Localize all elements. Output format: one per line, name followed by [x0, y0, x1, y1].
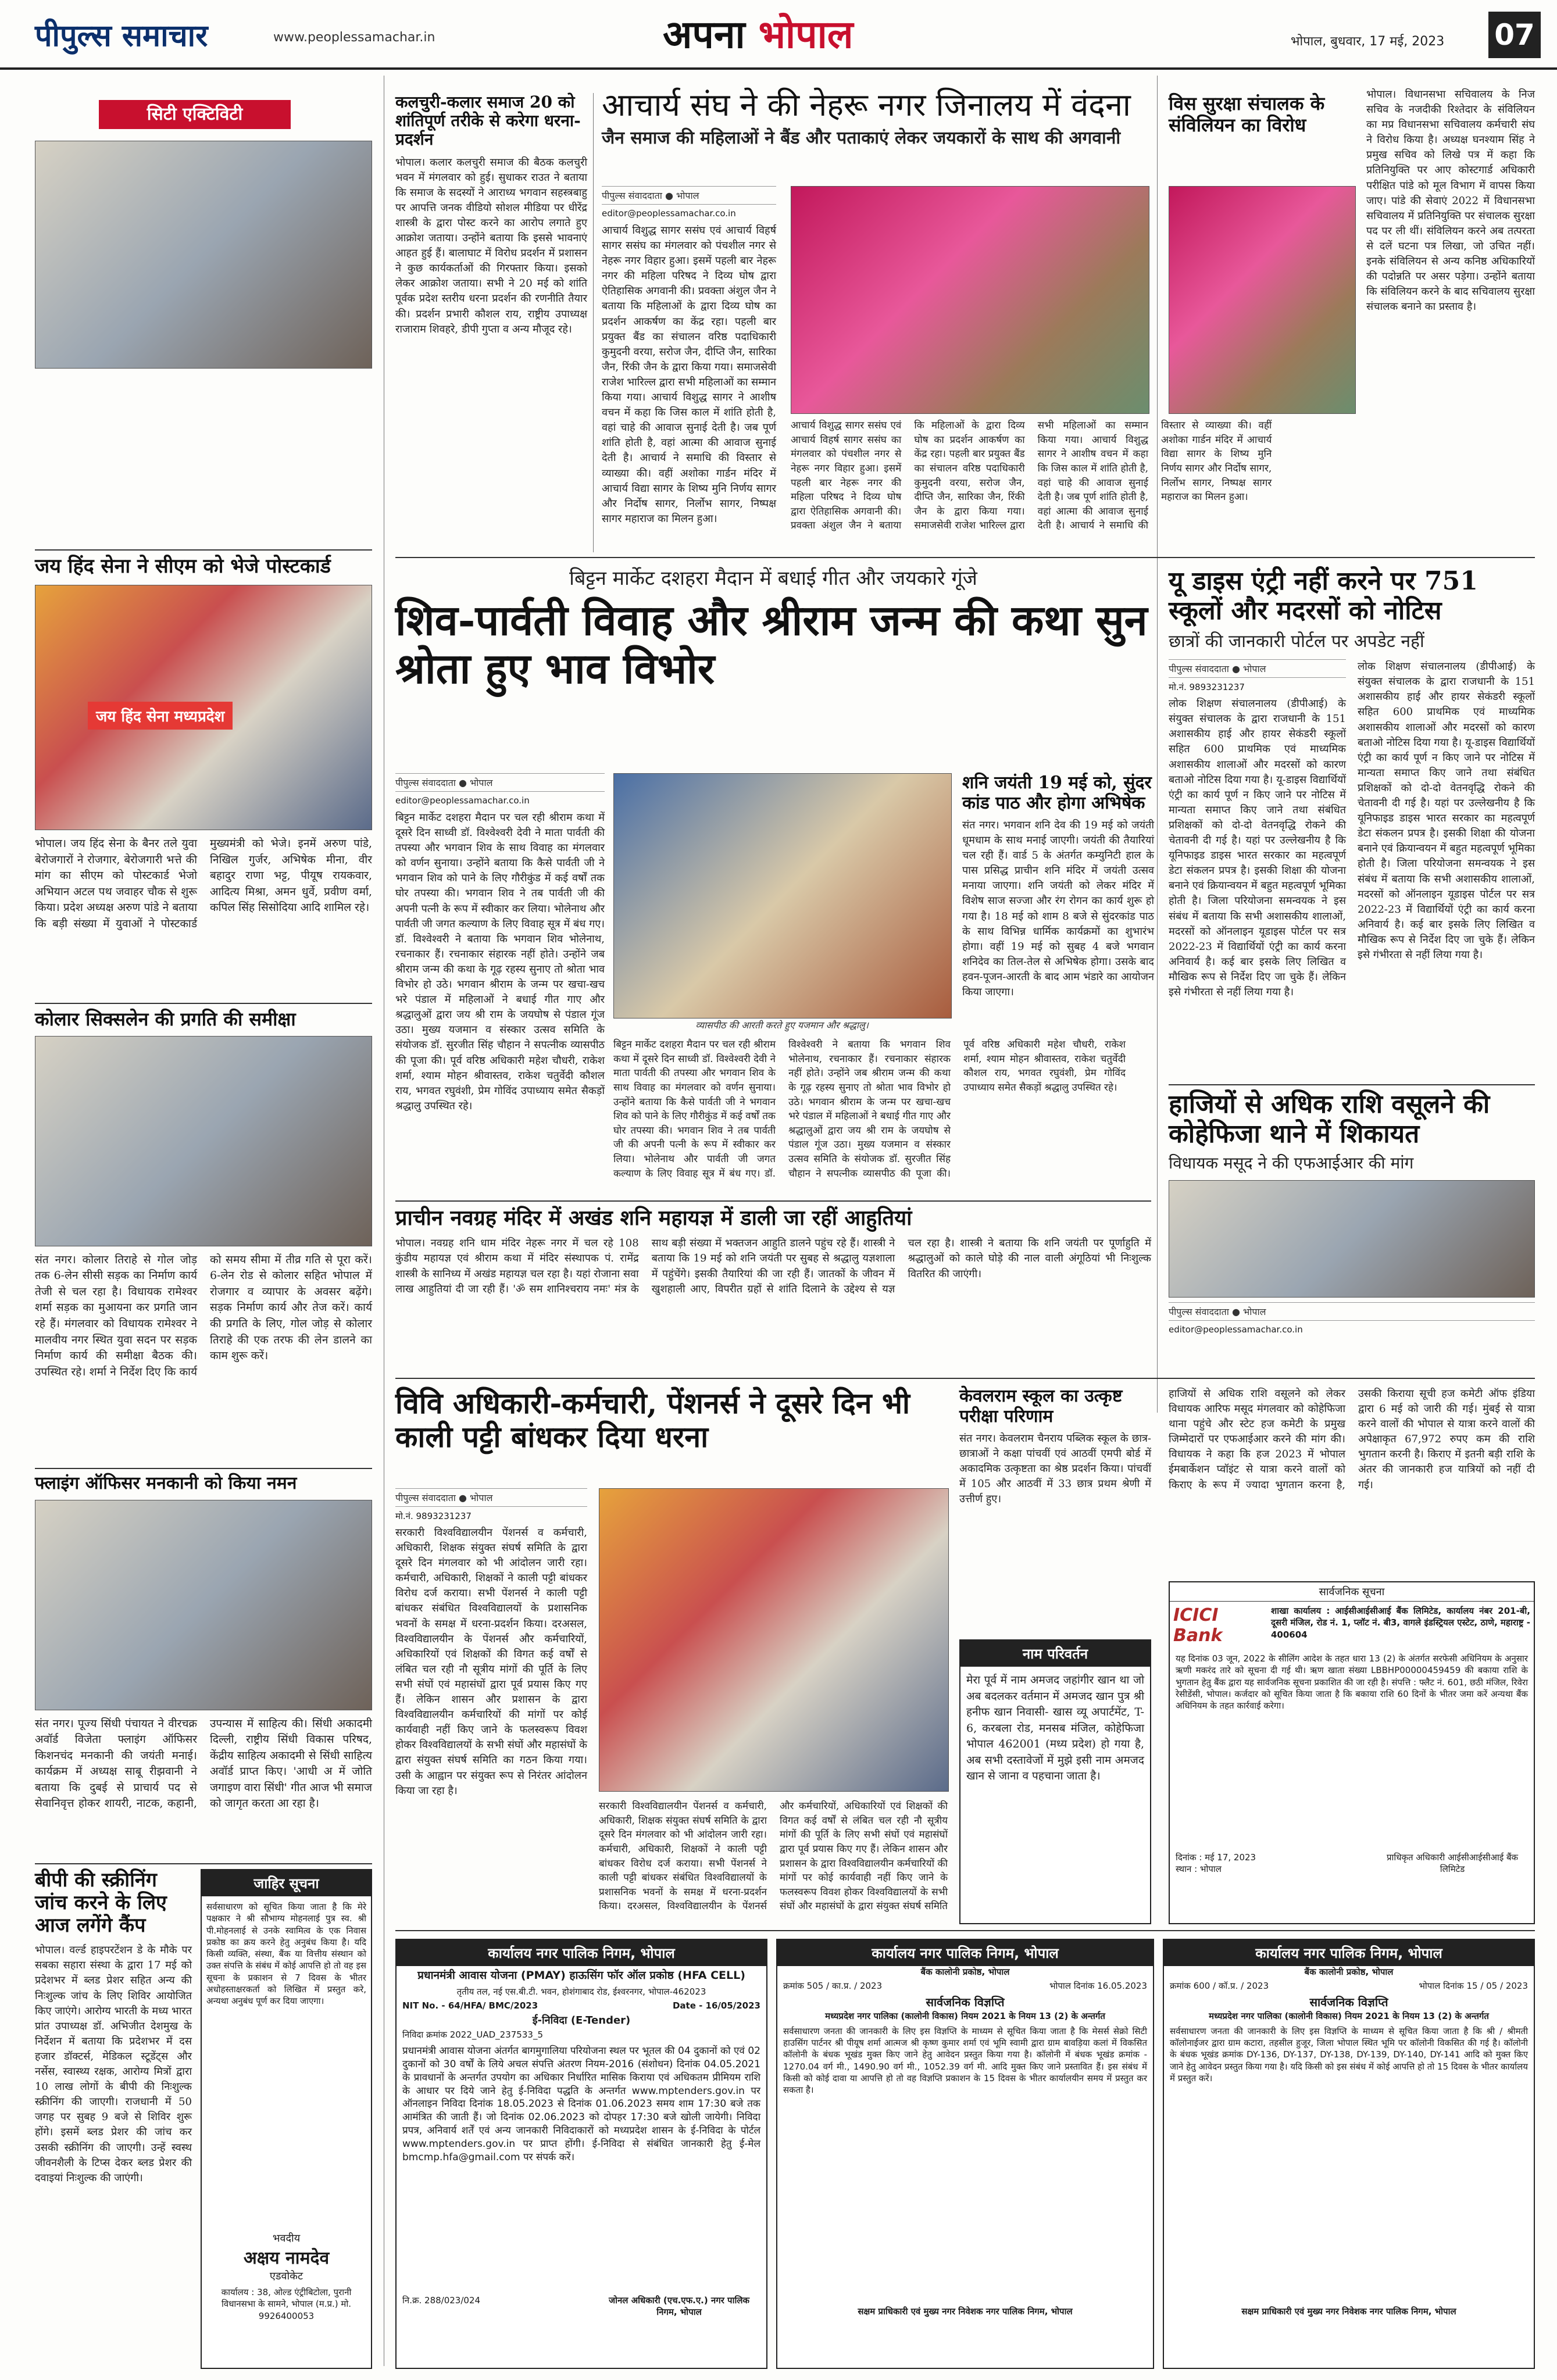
haji-headline: हाजियों से अधिक राशि वसूलने की कोहेफिजा थाने में शिकायत: [1169, 1089, 1490, 1149]
shiv-email[interactable]: editor@peoplessamachar.co.in: [395, 795, 530, 806]
site-url[interactable]: www.peoplessamachar.in: [273, 30, 435, 45]
jaihind-photo: [35, 585, 372, 830]
kolar-photo: [35, 1036, 372, 1246]
shiv-text-block: [395, 773, 605, 1186]
vivi-photo: [599, 1488, 949, 1792]
haji-body: हाजियों से अधिक राशि वसूलने को लेकर विधायक आरिफ मसूद मंगलवार को कोहेफिजा थाना पहुंचे और स्टेट हज कमेटी के प्रमुख जिम्मेदारों पर एफआईआर करने की मांग की। विधायक ने कहा कि हज 2023 में भोपाल ईमबार्केशन प्वॉइंट से यात्रा करने वालों को किराए के रूप में ज्यादा भुगतान करना है, उसकी किराया सूची हज कमेटी ऑफ इंडिया द्वारा 6 मई को जारी की गई। मुंबई से यात्रा करने वालों की भोपाल से यात्रा करने वालों की अपेक्षाकृत 67,972 रुपए कम की राशि भुगतान करनी है। किराए में इतनी बड़ी राशि के अंतर की जानकारी हज यात्रियों को नहीं दी गई।: [1169, 1388, 1535, 1491]
nagar1-body: प्रधानमंत्री आवास योजना अंतर्गत बागमुगालिया परियोजना स्थल पर भूतल की 04 दुकानों को एवं 02 दुकानों को 30 वर्षों के लिये अचल संपत्ति अंतरण नियम-2016 (संशोधन) दिनांक 04.05.2021 के प्रावधानों के अन्तर्गत उपयोग का अधिकार निर्धारित मासिक किराया एवं अधिकतम प्रीमियम राशि के आधार पर दिये जाने हेतु ई-निविदा पद्धति के अन्तर्गत www.mptenders.gov.in पर ऑनलाइन निविदा दिनांक 18.05.2023 से दिनांक 01.06.2023 समय शाम 17:30 बजे तक आमंत्रित की जाती हैं। जो दिनांक 02.06.2023 को दोपहर 17:30 बजे खोली जायेगी। निविदा प्रपत्र, अनिवार्य शर्तें एवं अन्य जानकारी निविदाकारों को मध्यप्रदेश शासन के ई-निविदा के पोर्टल www.mptenders.gov.in पर प्राप्त होंगी। ई-निविदा से संबंधित जानकारी हेतु ई-मेल bmcmp.hfa@gmail.com पर संपर्क करें।: [402, 2045, 760, 2164]
jahir-name: अक्षय नामदेव: [243, 2248, 330, 2268]
udise-subhead: छात्रों की जानकारी पोर्टल पर अपडेट नहीं: [1169, 631, 1424, 652]
naam-notice-body: मेरा पूर्व में नाम अमजद जहांगीर खान था जो अब बदलकर वर्तमान में अमजद खान पुत्र श्री हनीफ खान निवासी- खास व्यू अपार्टमेंट, T-6, करबला रोड, मनसब मंजिल, कोहेफिजा भोपाल 462001 (मध्य प्रदेश) हो गया है, अब सभी दस्तावेजों में मुझे इसी नाम अमजद खान से जाना व पहचाना जाता है।: [966, 1674, 1144, 1783]
flying-body: संत नगर। पूज्य सिंधी पंचायत ने वीरचक्र अवॉर्ड विजेता फ्लाइंग ऑफिसर किशनचंद मनकानी की जयंती मनाई। कार्यक्रम में अध्यक्ष साबू रीझवानी ने बताया कि दुबई से प्राचार्य पद से सेवानिवृत्त होकर शायरी, नाटक, कहानी, उपन्यास में साहित्य की। सिंधी अकादमी दिल्ली, राष्ट्रीय सिंधी विकास परिषद, केंद्रीय साहित्य अकादमी से सिंधी साहित्य अवॉर्ड प्राप्त किए। 'आधी अ में जोति जगाइण वारा सिंधी' गीत आज भी समाज को जागृत करता आ रहा है।: [35, 1717, 372, 1810]
navgrah-story: [395, 1206, 1151, 1372]
postcard-banner: जय हिंद सेना मध्यप्रदेश: [88, 702, 233, 730]
udise-story: [1169, 567, 1535, 1078]
bda-photo: [35, 141, 372, 369]
udise-byline: पीपुल्स संवाददाता ● भोपाल: [1169, 659, 1346, 678]
shiv-body-continued: [613, 1038, 1126, 1195]
nagar1-etender: ई-निविदा (E-Tender): [532, 2014, 631, 2027]
naam-notice-head: नाम परिवर्तन: [960, 1641, 1150, 1667]
vivi-body-continued-text: सरकारी विश्वविद्यालयीन पेंशनर्स व कर्मचारी, अधिकारी, शिक्षक संयुक्त संघर्ष समिति के द्वारा दूसरे दिन मंगलवार को भी आंदोलन जारी रहा। कर्मचारी, अधिकारी, शिक्षकों ने काली पट्टी बांधकर विरोध दर्ज कराया। सभी पेंशनर्स ने काली पट्टी बांधकर संबंधित विश्वविद्यालयों के प्रशासनिक भवनों के समक्ष में धरना-प्रदर्शन किया। दरअसल, विश्वविद्यालयीन के पेंशनर्स और कर्मचारियों, अधिकारियों एवं शिक्षकों की विगत कई वर्षों से लंबित चल रही नौ सूत्रीय मांगों की पूर्ति के लिए सभी संघों एवं महासंघों द्वारा पूर्व प्रयास किए गए हैं। लेकिन शासन और प्रशासन के द्वारा विश्वविद्यालयीन कर्मचारियों की मांगों पर कोई कार्यवाही नहीं किए जाने के फलस्वरूप विवश होकर विश्वविद्यालयों के सभी संघों और महासंघों के द्वारा संयुक्त संघर्ष समिति: [599, 1800, 948, 1913]
haji-body-block: [1169, 1386, 1535, 1573]
nagar2-notice: [776, 1939, 1154, 2369]
jaihind-story: [35, 555, 372, 997]
flying-story: [35, 1474, 372, 1857]
jahir-sign-label: भवदीय: [272, 2232, 301, 2245]
jaihind-headline: जय हिंद सेना ने सीएम को भेजे पोस्टकार्ड: [35, 555, 331, 578]
jahir-notice-body: सर्वसाधारण को सूचित किया जाता है कि मेरे पक्षकार ने श्री सौभाग्य मोहनलाई पुत्र स्व. श्री पी.मोहनलाई से उनके स्वामित्व के एक निवास प्रकोष्ठ का क्रय करने हेतु अनुबंध किया है। यदि किसी व्यक्ति, संस्था, बैंक या वित्तीय संस्थान को उक्त संपत्ति के संबंध में कोई आपत्ति हो तो वह इस सूचना के प्रकाशन से 7 दिवस के भीतर अधोहस्ताक्षरकर्ता को लिखित में प्रस्तुत करे, अन्यथा अनुबंध पूर्ण कर दिया जाएगा।: [206, 1902, 366, 2006]
vivi-body: सरकारी विश्वविद्यालयीन पेंशनर्स व कर्मचारी, अधिकारी, शिक्षक संयुक्त संघर्ष समिति के द्वारा दूसरे दिन मंगलवार को भी आंदोलन जारी रहा। कर्मचारी, अधिकारी, शिक्षकों ने काली पट्टी बांधकर विरोध दर्ज कराया। सभी पेंशनर्स ने काली पट्टी बांधकर संबंधित विश्वविद्यालयों के प्रशासनिक भवनों के समक्ष में धरना-प्रदर्शन किया। दरअसल, विश्वविद्यालयीन के पेंशनर्स और कर्मचारियों, अधिकारियों एवं शिक्षकों की विगत कई वर्षों से लंबित चल रही नौ सूत्रीय मांगों की पूर्ति के लिए सभी संघों एवं महासंघों द्वारा पूर्व प्रयास किए गए हैं। लेकिन शासन और प्रशासन के द्वारा विश्वविद्यालयीन कर्मचारियों की मांगों पर कोई कार्यवाही नहीं किए जाने के फलस्वरूप विवश होकर विश्वविद्यालयों के सभी संघों और महासंघों के द्वारा संयुक्त संघर्ष समिति का गठन किया गया। उसी के आह्वान पर संयुक्त रूप से निरंतर आंदोलन किया जा रहा है।: [395, 1527, 587, 1797]
nagar3-date: भोपाल दिनांक 15 / 05 / 2023: [1419, 1981, 1528, 1992]
section-rule: [35, 1468, 372, 1469]
nagar2-body: सर्वसाधारण जनता की जानकारी के लिए इस विज्ञप्ति के माध्यम से सूचित किया जाता है कि मेसर्स सेक्रो सिटी हाउसिंग पार्टनर श्री पीयूष शर्मा आत्मज श्री कृष्ण कुमार शर्मा एवं भूमि स्वामी द्वारा ग्राम बावड़िया कलां में विकसित कॉलोनी के बंधक भूखंड मुक्त किए जाने हेतु आवेदन प्रस्तुत किया गया है। कॉलोनी में बंधक भूखंड क्रमांक - 1270.04 वर्ग मी., 1490.90 वर्ग मी., 1052.39 वर्ग मी. आदि मुक्त किए जाने प्रस्तावित हैं। इस संबंध में किसी को कोई दावा या आपत्ति हो तो वह विज्ञप्ति प्रकाशन के 15 दिवस के भीतर कार्यालयीन समय में प्रस्तुत कर सकता है।: [783, 2025, 1147, 2095]
nagar2-subtitle: मध्यप्रदेश नगर पालिका (कालोनी विकास) नियम 2021 के नियम 13 (2) के अन्तर्गत: [825, 2010, 1105, 2021]
vivi-text-block: [395, 1488, 587, 1924]
jahir-notice: [201, 1869, 372, 2369]
udise-phone: मो.नं. 9893231237: [1169, 682, 1245, 693]
icici-notice: [1169, 1581, 1535, 1924]
shiv-kicker: बिट्टन मार्केट दशहरा मैदान में बधाई गीत और जयकारे गूंजे: [569, 567, 977, 590]
bda-body: [35, 374, 372, 511]
shiv-headline: शिव-पार्वती विवाह और श्रीराम जन्म की कथा सुन श्रोता हुए भाव विभोर: [395, 595, 1148, 693]
section-rule: [395, 557, 1535, 558]
kalchuri-body: भोपाल। कलार कलचुरी समाज की बैठक कलचुरी भवन में मंगलवार को हुई। सुधाकर राउत ने बताया कि समाज के सदस्यों ने आराध्य भगवान सहस्त्रबाहु पर आपत्ति जनक वीडियो सोशल मीडिया पर धीरेंद्र शास्त्री के द्वारा पोस्ट करने का आरोप लगाते हुए आक्रोश जताया। उन्होंने बताया कि इससे भावनाएं आहत हुई हैं। बालाघाट में विरोध प्रदर्शन में प्रशासन ने कुछ कार्यकर्ताओं की गिरफ्तार किया। इसको लेकर आक्रोश जताया। सभी ने 20 मई को शांति पूर्वक प्रदेश स्तरीय धरना प्रदर्शन की रणनीति तैयार की। प्रदर्शन प्रभारी कौशल राय, राष्ट्रीय उपाध्यक्ष राजाराम शिवहरे, डीपी गुप्ता व अन्य मौजूद रहे।: [395, 156, 587, 335]
nagar1-date: Date - 16/05/2023: [672, 2000, 760, 2011]
nagar1-nit: NIT No. - 64/HFA/ BMC/2023: [402, 2000, 538, 2011]
kalchuri-story: [395, 93, 587, 552]
jahir-role: एडवोकेट: [269, 2270, 303, 2282]
nagar1-title: प्रधानमंत्री आवास योजना (PMAY) हाऊसिंग फॉर ऑल प्रकोष्ठ (HFA CELL): [417, 1969, 745, 1982]
nagar1-notice: [395, 1939, 767, 2369]
udise-headline: यू डाइस एंट्री नहीं करने पर 751 स्कूलों और मदरसों को नोटिस: [1169, 566, 1478, 626]
nagar1-head: कार्यालय नगर पालिक निगम, भोपाल: [397, 1940, 766, 1966]
vidhansabha-headline: विस सुरक्षा संचालक के संविलियन का विरोध: [1169, 92, 1325, 136]
acharya-subhead: जैन समाज की महिलाओं ने बैंड और पताकाएं लेकर जयकारों के साथ की अगवानी: [602, 128, 1121, 149]
vivi-headline: विवि अधिकारी-कर्मचारी, पेंशनर्स ने दूसरे दिन भी काली पट्टी बांधकर दिया धरना: [395, 1386, 910, 1454]
bp-story: [35, 1869, 192, 2369]
bp-headline: बीपी की स्क्रीनिंग जांच करने के लिए आज लगेंगे कैंप: [35, 1868, 167, 1938]
udise-body-continued: लोक शिक्षण संचालनालय (डीपीआई) के संयुक्त संचालक के द्वारा राजधानी के 151 अशासकीय हाई और हायर सेकंडरी स्कूलों सहित 600 प्राथमिक एवं माध्यमिक अशासकीय शालाओं और मदरसों को कारण बताओ नोटिस दिया गया है। यू-डाइस विद्यार्थियों एंट्री का कार्य पूर्ण न किए जाने पर नोटिस में मान्यता समाप्त किए जाने तथा संबंधित प्रशिक्षकों को दो-दो वेतनवृद्धि रोकने की चेतावनी दी गई है। यहां पर उल्लेखनीय है कि यूनिफाइड डाइस भारत सरकार का महत्वपूर्ण डेटा संकलन प्रपत्र है। इसकी शिक्षा की योजना बनाने एवं क्रियान्वयन में बहुत महत्वपूर्ण भूमिका होती है। जिला परियोजना समन्वयक ने इस संबंध में बताया कि सभी अशासकीय शालाओं, मदरसों को ऑनलाइन यूडाइस पोर्टल पर सत्र 2022-23 में विद्यार्थियों एंट्री का कार्य करना अनिवार्य है। कई बार इसके लिए लिखित व मौखिक रूप से निर्देश दिए जा चुके हैं। लेकिन इसे गंभीरता से नहीं लिया गया है।: [1358, 660, 1535, 961]
section-rule: [395, 1378, 1535, 1379]
section-rule: [395, 1200, 1151, 1202]
city-activity-kicker: सिटी एक्टिविटी: [99, 100, 291, 129]
kewalram-body: संत नगर। केवलराम चैनराय पब्लिक स्कूल के छात्र-छात्राओं ने कक्षा पांचवीं एवं आठवीं एमपी बोर्ड में अकादमिक उत्कृष्टता का श्रेष्ठ प्रदर्शन किया। पांचवीं में 105 और आठवीं में 33 छात्र प्रथम श्रेणी में उत्तीर्ण हुए।: [959, 1432, 1151, 1506]
icici-date: दिनांक : मई 17, 2023: [1176, 1852, 1256, 1863]
section-prefix: अपना: [663, 12, 745, 57]
section-rule: [1169, 1084, 1535, 1085]
icici-signatory: प्राधिकृत अधिकारी आईसीआईसीआई बैंक लिमिटेड: [1386, 1852, 1519, 1875]
kolar-body: संत नगर। कोलार तिराहे से गोल जोड़ तक 6-लेन सीसी सड़क का निर्माण कार्य तेजी से चल रहा है। विधायक रामेश्वर शर्मा सड़क का मुआयना कर प्रगति जान रहे हैं। मंगलवार को विधायक रामेश्वर ने मालवीय नगर स्थित युवा सदन पर सड़क निर्माण कार्य की समीक्षा बैठक की। उपस्थित रहे। शर्मा ने निर्देश दिए कि कार्य को समय सीमा में तीव्र गति से पूरा करें। 6-लेन रोड से कोलार सहित भोपाल में रोजगार व व्यापार के अवसर बढ़ेंगे। सड़क निर्माण कार्य और तेज करें। कार्य की प्रगति के लिए, गोल जोड़ से कोलार तिराहे की एक तरफ की लेन डालने का काम शुरू करें।: [35, 1253, 372, 1378]
nagar2-signatory: सक्षम प्राधिकारी एवं मुख्य नगर निवेशक नगर पालिक निगम, भोपाल: [858, 2306, 1073, 2317]
bda-story: [35, 135, 372, 542]
nagar2-ref: क्रमांक 505 / का.प्र. / 2023: [783, 1981, 883, 1992]
bp-body: भोपाल। वर्ल्ड हाइपरटेंशन डे के मौके पर सबका सहारा संस्था के द्वारा 17 मई को प्रदेशभर में ब्लड प्रेशर सहित अन्य की निःशुल्क जांच के लिए शिविर आयोजित किए जाएंगे। आरोग्य भारती के मध्य भारत प्रांत उपाध्यक्ष डॉ. अभिजीत देशमुख के निर्देशन में बताया कि प्रदेशभर में दस हजार डॉक्टर्स, मेडिकल स्टूडेंट्स और नर्सेस, स्वास्थ्य रक्षक, आरोग्य मित्रों द्वारा 10 लाख लोगों के बीपी की निःशुल्क स्क्रीनिंग की जाएगी। राजधानी में 50 जगह पर सुबह 9 बजे से शिविर शुरू होंगे। इसमें ब्लड प्रेशर की जांच कर उसकी स्क्रीनिंग की जाएगी। उन्हें स्वस्थ जीवनशैली के टिप्स देकर ब्लड प्रेशर की दवाइयां निःशुल्क की जाएंगी।: [35, 1944, 192, 2184]
udise-body: लोक शिक्षण संचालनालय (डीपीआई) के संयुक्त संचालक के द्वारा राजधानी के 151 अशासकीय हाई और हायर सेकंडरी स्कूलों सहित 600 प्राथमिक एवं माध्यमिक अशासकीय शालाओं और मदरसों को कारण बताओ नोटिस दिया गया है। यू-डाइस विद्यार्थियों एंट्री का कार्य पूर्ण न किए जाने पर नोटिस में मान्यता समाप्त किए जाने तथा संबंधित प्रशिक्षकों को दो-दो वेतनवृद्धि रोकने की चेतावनी दी गई है। यहां पर उल्लेखनीय है कि यूनिफाइड डाइस भारत सरकार का महत्वपूर्ण डेटा संकलन प्रपत्र है। इसकी शिक्षा की योजना बनाने एवं क्रियान्वयन में बहुत महत्वपूर्ण भूमिका होती है। जिला परियोजना समन्वयक ने इस संबंध में बताया कि सभी अशासकीय शालाओं, मदरसों को ऑनलाइन यूडाइस पोर्टल पर सत्र 2022-23 में विद्यार्थियों एंट्री का कार्य करना अनिवार्य है। कई बार इसके लिए लिखित व मौखिक रूप से निर्देश दिए जा चुके हैं। लेकिन इसे गंभीरता से नहीं लिया गया है।: [1169, 698, 1346, 998]
jahir-notice-head: जाहिर सूचना: [202, 1870, 371, 1896]
shani-body: संत नगर। भगवान शनि देव की 19 मई को जयंती धूमधाम के साथ मनाई जाएगी। जयंती की तैयारियां चल रही हैं। वार्ड 5 के अंतर्गत कम्युनिटी हाल के पास प्रसिद्ध प्राचीन शनि मंदिर में जयंती उत्सव मनाया जाएगा। शनि जयंती को लेकर मंदिर में विशेष साज सज्जा और रंग रोगन का कार्य शुरू हो गया है। 18 मई को शाम 8 बजे से सुंदरकांड पाठ के साथ विभिन्न धार्मिक कार्यक्रमों का शुभारंभ होगा। वहीं 19 मई को सुबह 4 बजे भगवान शनिदेव का तिल-तेल से अभिषेक होगा। उसके बाद हवन-पूजन-आरती के बाद आम भंडारे का आयोजन किया जाएगा।: [962, 819, 1154, 999]
shiv-byline: पीपुल्स संवाददाता ● भोपाल: [395, 773, 605, 792]
acharya-body-continued-text: आचार्य विशुद्ध सागर ससंघ एवं आचार्य विहर्ष सागर ससंघ का मंगलवार को पंचशील नगर से नेहरू नगर विहार हुआ। इसमें पहली बार नेहरू नगर की महिला परिषद ने दिव्य घोष द्वारा ऐतिहासिक अगवानी की। प्रवक्ता अंशुल जैन ने बताया कि महिलाओं के द्वारा दिव्य घोष का प्रदर्शन आकर्षण का केंद्र रहा। पहली बार प्रयुक्त बैंड का संचालन वरिष्ठ पदाधिकारी कुमुदनी वरया, सरोज जैन, दीप्ति जैन, सारिका जैन, रिंकी जैन के द्वारा किया गया। समाजसेवी राजेश भारिल्ल द्वारा सभी महिलाओं का सम्मान किया गया। आचार्य विशुद्ध सागर ने आशीष वचन में कहा कि जिस काल में शांति होती है, वहां चाहे की आवाज सुनाई देती है। जब पूर्ण शांति होती है, वहां आत्मा की आवाज सुनाई देती है। आचार्य ने समाधि की विस्तार से व्याख्या की। वहीं अशोका गार्डन मंदिर में आचार्य विद्या सागर के शिष्य मुनि निर्णय सागर और निर्दोष सागर, निर्लोभ सागर, निष्पक्ष सागर महाराज का मिलन हुआ।: [791, 420, 1272, 532]
kolar-story: [35, 1009, 372, 1462]
nagar2-dept: बैंक कालोनी प्रकोष्ठ, भोपाल: [920, 1967, 1010, 1977]
navgrah-body: भोपाल। नवग्रह शनि धाम मंदिर नेहरू नगर में चल रहे 108 कुंडीय महायज्ञ एवं श्रीराम कथा में मंदिर संस्थापक पं. रामेंद्र शास्त्री के सानिध्य में अखंड महायज्ञ चल रहा है। यहां रोजाना सवा लाख आहुतियां दी जा रही हैं। 'ॐ सम शानिश्चराय नमः' मंत्र के साथ बड़ी संख्या में भक्तजन आहुति डालने पहुंच रहे हैं। शास्त्री ने बताया कि 19 मई को शनि जयंती पर सुबह से श्रद्धालु यज्ञशाला में पहुंचेंगे। इसकी तैयारियां की जा रही हैं। जातकों के जीवन में खुशहाली आए, विपरीत ग्रहों से शांति दिलाने के उद्देश्य से यज्ञ चल रहा है। शास्त्री ने बताया कि शनि जयंती पर पूर्णाहुति में श्रद्धालुओं को काले घोड़े की नाल वाली अंगूठियां भी निःशुल्क वितरित की जाएंगी।: [395, 1237, 1151, 1295]
flying-photo: [35, 1500, 372, 1710]
icici-office: शाखा कार्यालय : आईसीआईसीआई बैंक लिमिटेड, कार्यालय नंबर 201-बी, दूसरी मंजिल, रोड नं. 1, प्लॉट नं. बी3, वागले इंडस्ट्रियल एस्टेट, ठाणे, महाराष्ट्र - 400604: [1271, 1606, 1530, 1640]
naam-notice: [959, 1639, 1151, 1924]
shiv-body-continued-text: बिट्टन मार्केट दशहरा मैदान पर चल रही श्रीराम कथा में दूसरे दिन साध्वी डॉ. विश्वेश्वरी देवी ने माता पार्वती की तपस्या और भगवान शिव के साथ विवाह का मंगलवार को वर्णन सुनाया। उन्होंने बताया कि कैसे पार्वती जी ने भगवान शिव को पाने के लिए गौरीकुंड में कई वर्षों तक घोर तपस्या की। भगवान शिव ने तब पार्वती जी की अपनी पत्नी के रूप में स्वीकार कर लिया। भोलेनाथ और पार्वती जी जगत कल्याण के लिए विवाह सूत्र में बंध गए। डॉ. विश्वेश्वरी ने बताया कि भगवान शिव भोलेनाथ, रचनाकार हैं। रचनाकार संहारक नहीं होते। उन्होंने जब श्रीराम जन्म की कथा के गूढ़ रहस्य सुनाए तो श्रोता भाव विभोर हो उठे। भगवान श्रीराम के जन्म पर खचा-खच भरे पंडाल में महिलाओं ने बधाई गीत गाए और श्रद्धालुओं द्वारा जय श्री राम के जयघोष से पंडाल गूंज उठा। मुख्य यजमान व संस्कार उत्सव समिति के संयोजक डॉ. सुरजीत सिंह चौहान ने सपत्नीक व्यासपीठ की पूजा की। पूर्व वरिष्ठ अधिकारी महेश चौधरी, राकेश शर्मा, श्याम मोहन श्रीवास्तव, राकेश चतुर्वेदी कौशल राय, भगवत रघुवंशी, प्रेम गोविंद उपाध्याय समेत सैकड़ों श्रद्धालु उपस्थित रहे।: [613, 1039, 1126, 1180]
nagar2-title: सार्वजनिक विज्ञप्ति: [926, 1995, 1005, 2009]
acharya-body: आचार्य विशुद्ध सागर ससंघ एवं आचार्य विहर्ष सागर ससंघ का मंगलवार को पंचशील नगर से नेहरू नगर विहार हुआ। इसमें पहली बार नेहरू नगर की महिला परिषद ने दिव्य घोष द्वारा ऐतिहासिक अगवानी की। प्रवक्ता अंशुल जैन ने बताया कि महिलाओं के द्वारा दिव्य घोष का प्रदर्शन आकर्षण का केंद्र रहा। पहली बार प्रयुक्त बैंड का संचालन वरिष्ठ पदाधिकारी कुमुदनी वरया, सरोज जैन, दीप्ति जैन, सारिका जैन, रिंकी जैन के द्वारा किया गया। समाजसेवी राजेश भारिल्ल द्वारा सभी महिलाओं का सम्मान किया गया। आचार्य विशुद्ध सागर ने आशीष वचन में कहा कि जिस काल में शांति होती है, वहां चाहे की आवाज सुनाई देती है। जब पूर्ण शांति होती है, वहां आत्मा की आवाज सुनाई देती है। आचार्य ने समाधि की विस्तार से व्याख्या की। वहीं अशोका गार्डन मंदिर में आचार्य विद्या सागर के शिष्य मुनि निर्णय सागर और निर्दोष सागर, निर्लोभ सागर, निष्पक्ष सागर महाराज का मिलन हुआ।: [602, 224, 776, 525]
kolar-headline: कोलार सिक्सलेन की प्रगति की समीक्षा: [35, 1008, 296, 1030]
acharya-byline: पीपुल्स संवाददाता ● भोपाल: [602, 186, 776, 205]
column-rule: [1157, 76, 1158, 1413]
haji-story: [1169, 1090, 1535, 1416]
shani-headline: शनि जयंती 19 मई को, सुंदर कांड पाठ और होगा अभिषेक: [962, 773, 1152, 813]
vidhansabha-side-photo: [1169, 186, 1356, 414]
nagar2-date: भोपाल दिनांक 16.05.2023: [1049, 1981, 1147, 1992]
section-rule: [35, 1863, 372, 1864]
nagar1-address: तृतीय तल, नई एस.बी.टी. भवन, होशंगाबाद रोड, ईश्वरनगर, भोपाल-462023: [456, 1986, 706, 1997]
jahir-address: कार्यालय : 38, ओल्ड एंट्रीबिटोला, पुरानी विधानसभा के सामने, भोपाल (म.प्र.) मो. 9926400053: [221, 2287, 352, 2321]
shiv-photo: [613, 773, 952, 1019]
shani-story: [962, 773, 1154, 1198]
column-rule: [593, 93, 594, 552]
nagar3-head: कार्यालय नगर पालिक निगम, भोपाल: [1164, 1940, 1534, 1966]
acharya-byline-block: [602, 186, 776, 546]
section-rule: [35, 549, 372, 551]
icici-logo: ICICI Bank: [1173, 1605, 1223, 1646]
nagar3-subtitle: मध्यप्रदेश नगर पालिका (कालोनी विकास) नियम 2021 के नियम 13 (2) के अन्तर्गत: [1209, 2010, 1489, 2021]
masthead: [0, 0, 1557, 70]
nagar2-head: कार्यालय नगर पालिक निगम, भोपाल: [777, 1940, 1153, 1966]
page-number: 07: [1488, 12, 1541, 58]
shiv-body: बिट्टन मार्केट दशहरा मैदान पर चल रही श्रीराम कथा में दूसरे दिन साध्वी डॉ. विश्वेश्वरी देवी ने माता पार्वती की तपस्या और भगवान शिव के साथ विवाह का मंगलवार को वर्णन सुनाया। उन्होंने बताया कि कैसे पार्वती जी ने भगवान शिव को पाने के लिए गौरीकुंड में कई वर्षों तक घोर तपस्या की। भगवान शिव ने तब पार्वती जी की अपनी पत्नी के रूप में स्वीकार कर लिया। भोलेनाथ और पार्वती जी जगत कल्याण के लिए विवाह सूत्र में बंध गए। डॉ. विश्वेश्वरी ने बताया कि भगवान शिव भोलेनाथ, रचनाकार हैं। रचनाकार संहारक नहीं होते। उन्होंने जब श्रीराम जन्म की कथा के गूढ़ रहस्य सुनाए तो श्रोता भाव विभोर हो उठे। भगवान श्रीराम के जन्म पर खचा-खच भरे पंडाल में महिलाओं ने बधाई गीत गाए और श्रद्धालुओं द्वारा जय श्री राम के जयघोष से पंडाल गूंज उठा। मुख्य यजमान व संस्कार उत्सव समिति के संयोजक डॉ. सुरजीत सिंह चौहान ने सपत्नीक व्यासपीठ की पूजा की। पूर्व वरिष्ठ अधिकारी महेश चौधरी, राकेश शर्मा, श्याम मोहन श्रीवास्तव, राकेश चतुर्वेदी कौशल राय, भगवत रघुवंशी, प्रेम गोविंद उपाध्याय समेत सैकड़ों श्रद्धालु उपस्थित रहे।: [395, 812, 605, 1112]
section-title: [663, 7, 853, 59]
section-rule: [35, 1003, 372, 1004]
kalchuri-headline: कलचुरी-कलार समाज 20 को शांतिपूर्ण तरीके से करेगा धरना-प्रदर्शन: [395, 92, 581, 149]
vivi-body-continued: [599, 1799, 948, 1924]
nagar3-ref: क्रमांक 600 / कॉ.प्र. / 2023: [1170, 1981, 1269, 1992]
kewalram-story: [959, 1386, 1151, 1631]
flying-headline: फ्लाइंग ऑफिसर मनकानी को किया नमन: [35, 1473, 297, 1493]
haji-email[interactable]: editor@peoplessamachar.co.in: [1169, 1324, 1303, 1335]
vidhansabha-body: भोपाल। विधानसभा सचिवालय के निज सचिव के नजदीकी रिश्तेदार के संविलियन का मप्र विधानसभा सचिवालय कर्मचारी संघ ने विरोध किया है। अध्यक्ष घनश्याम सिंह ने प्रमुख सचिव को लिखे पत्र में कहा कि प्रतिनियुक्ति पर आए कोस्टगार्ड अधिकारी परीक्षित पांडे को मूल विभाग में वापस किया जाए। पांडे की सेवाएं 2022 में विधानसभा सचिवालय में प्रतिनियुक्ति पर संचालक सुरक्षा पद पर ली थीं। संविलियन करने अब तत्परता से दलें घटना पत्र लिखा, जो उचित नहीं। इनके संविलियन से अन्य कनिष्ठ अधिकारियों की पदोन्नति पर असर पड़ेगा। उन्होंने बताया कि संविलियन करने के बाद सचिवालय सुरक्षा संचालक बनाने का प्रस्ताव है।: [1366, 88, 1535, 313]
section-name: भोपाल: [758, 12, 854, 57]
nagar3-notice: [1163, 1939, 1535, 2369]
haji-photo: [1169, 1180, 1535, 1298]
acharya-photo: [791, 186, 1149, 414]
acharya-body-continued: [791, 419, 1272, 546]
icici-place: स्थान : भोपाल: [1176, 1864, 1222, 1875]
acharya-email[interactable]: editor@peoplessamachar.co.in: [602, 208, 736, 219]
logo[interactable]: पीपुल्स समाचार: [35, 18, 208, 53]
section-rule: [395, 1930, 1535, 1931]
issue-date: भोपाल, बुधवार, 17 मई, 2023: [1291, 34, 1445, 49]
nagar1-ref: नि.क्र. 288/023/024: [402, 2295, 481, 2306]
nagar3-dept: बैंक कालोनी प्रकोष्ठ, भोपाल: [1304, 1967, 1394, 1977]
nagar1-signatory: जोनल अधिकारी (एच.एफ.ए.) नगर पालिक निगम, भोपाल: [608, 2295, 750, 2317]
kewalram-headline: केवलराम स्कूल का उत्कृष्ट परीक्षा परिणाम: [959, 1386, 1123, 1427]
navgrah-headline: प्राचीन नवग्रह मंदिर में अखंड शनि महायज्ञ में डाली जा रहीं आहुतियां: [395, 1206, 912, 1230]
acharya-headline: आचार्य संघ ने की नेहरू नगर जिनालय में वंदना: [602, 87, 1131, 123]
nagar3-title: सार्वजनिक विज्ञप्ति: [1309, 1995, 1388, 2009]
icici-body: यह दिनांक 03 जून, 2022 के सीलिंग आदेश के तहत धारा 13 (2) के अंतर्गत सरफेसी अधिनियम के अनुसार ऋणी मकरंद तारे को सूचना दी गई थी। ऋण खाता संख्या LBBHP00000459459 की बकाया राशि के भुगतान हेतु बैंक द्वारा यह सार्वजनिक सूचना प्रकाशित की जा रही है। संपत्ति : फ्लैट नं. 601, छठी मंजिल, रिवेरा रेसीडेंसी, भोपाल। कर्जदार को सूचित किया जाता है कि बकाया राशि 60 दिनों के भीतर जमा करें अन्यथा बैंक अधिनियम के तहत कार्रवाई करेगा।: [1176, 1653, 1528, 1711]
vivi-byline: पीपुल्स संवाददाता ● भोपाल: [395, 1488, 587, 1507]
haji-byline: पीपुल्स संवाददाता ● भोपाल: [1169, 1302, 1535, 1321]
jaihind-body: भोपाल। जय हिंद सेना के बैनर तले युवा बेरोजगारों ने रोजगार, बेरोजगारी भत्ते की मांग का सीएम को पोस्टकार्ड भेजो अभियान अटल पथ जवाहर चौक से शुरू किया। प्रदेश अध्यक्ष अरुण पांडे ने बताया कि बड़ी संख्या में युवाओं ने पोस्टकार्ड मुख्यमंत्री को भेजे। इनमें अरुण पांडे, निखिल गुर्जर, अभिषेक मीना, वीर बहादुर राणा भट्ट, पीयूष रायकवार, आदित्य मिश्रा, अमन धुर्वे, प्रवीण वर्मा, कपिल सिंह सिसोदिया आदि शामिल रहे।: [35, 837, 372, 930]
nagar3-signatory: सक्षम प्राधिकारी एवं मुख्य नगर निवेशक नगर पालिक निगम, भोपाल: [1241, 2306, 1456, 2317]
icici-label: सार्वजनिक सूचना: [1170, 1582, 1534, 1602]
nagar1-tender-no: निविदा क्रमांक 2022_UAD_237533_5: [402, 2029, 543, 2040]
vivi-phone: मो.नं. 9893231237: [395, 1511, 472, 1521]
shiv-photo-caption: व्यासपीठ की आरती करते हुए यजमान और श्रद्धालु।: [695, 1020, 869, 1031]
nagar3-body: सर्वसाधारण जनता की जानकारी के लिए इस विज्ञप्ति के माध्यम से सूचित किया जाता है कि श्री / श्रीमती कॉलोनाईजर द्वारा ग्राम कटारा, तहसील हुजूर, जिला भोपाल स्थित भूमि पर कॉलोनी विकसित की गई है। कॉलोनी के बंधक भूखंड क्रमांक DY-136, DY-137, DY-138, DY-139, DY-140, DY-141 आदि को मुक्त किए जाने हेतु आवेदन प्रस्तुत किया गया है। यदि किसी को इस संबंध में कोई आपत्ति हो तो 15 दिवस के भीतर कार्यालय में प्रस्तुत करें।: [1170, 2025, 1528, 2084]
haji-subhead: विधायक मसूद ने की एफआईआर की मांग: [1169, 1153, 1414, 1173]
